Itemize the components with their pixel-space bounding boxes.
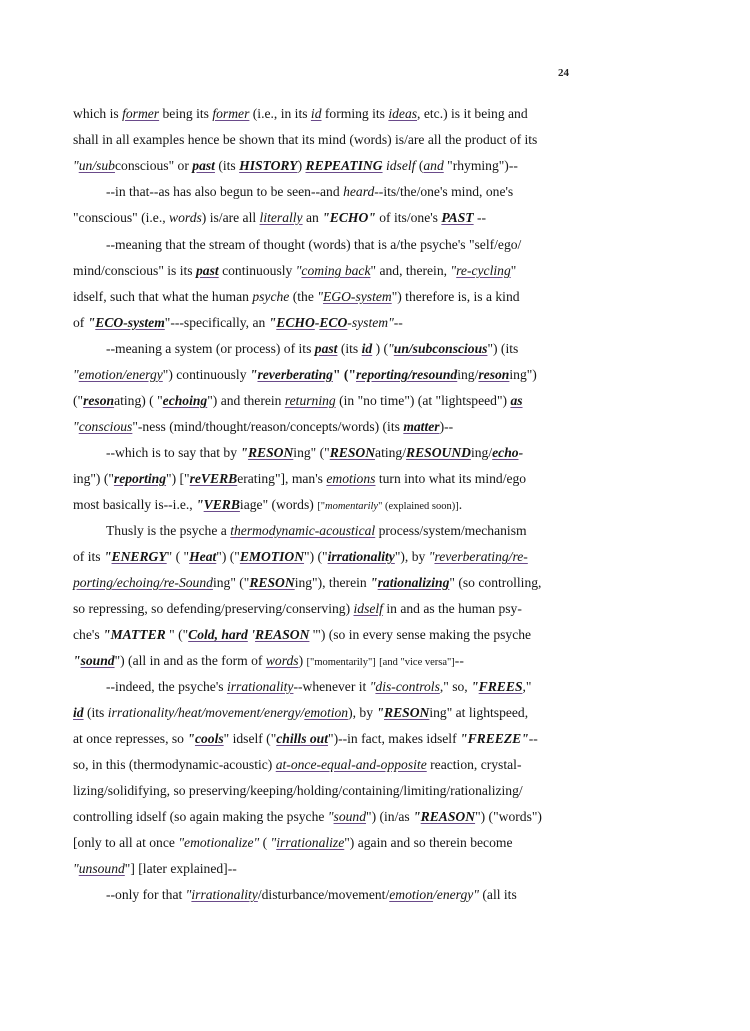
text-run: [" <box>317 501 325 512</box>
text-run: forming its <box>321 106 389 121</box>
text-run: REASON <box>255 627 310 642</box>
text-run: ," <box>522 679 532 694</box>
text-run: -- <box>454 653 464 668</box>
text-run: in and as the human psy- <box>382 601 522 616</box>
text-line <box>73 628 531 642</box>
text-run: " <box>270 835 277 850</box>
text-run: which is <box>73 106 123 121</box>
text-run: --in that--as has also begun to be seen--and <box>106 184 344 199</box>
text-run: mind/conscious" is its <box>73 263 196 278</box>
text-run: -- <box>473 210 487 225</box>
text-run: . <box>458 497 463 512</box>
text-run: matter <box>403 419 440 434</box>
text-line <box>73 472 526 486</box>
text-run: "---specifically, an <box>164 315 269 330</box>
text-run: turn into what its mind/ego <box>375 471 527 486</box>
text-line <box>73 732 538 746</box>
text-run: echo <box>492 445 519 460</box>
text-run: HISTORY <box>239 158 298 173</box>
text-run: reverberating <box>257 367 333 382</box>
text-run: ECO-system <box>95 315 165 330</box>
text-run: chills out <box>276 731 329 746</box>
text-run: un/sub <box>78 158 115 173</box>
text-run: ") again and so therein become <box>344 835 513 850</box>
text-run: of its/one's <box>375 210 442 225</box>
text-run: of its <box>73 549 104 564</box>
text-run: ideas <box>388 106 418 121</box>
text-run: so repressing, so defending/preserving/conserving) <box>73 601 354 616</box>
text-run: words <box>169 210 202 225</box>
text-run: ing" (" <box>212 575 250 590</box>
text-run: idself <box>382 158 416 173</box>
text-run: lizing/solidifying, so preserving/keeping/holding/containing/limiting/rationalizing/ <box>73 783 523 798</box>
text-run: RESON <box>384 705 430 720</box>
text-line <box>106 446 523 460</box>
text-run: -system" <box>347 315 394 330</box>
text-run: " (" <box>332 367 356 382</box>
text-run: echoing <box>162 393 208 408</box>
text-line <box>73 550 528 564</box>
text-run: /disturbance/movement/ <box>257 887 390 902</box>
text-run: )-- <box>439 419 454 434</box>
text-run: VERB <box>203 497 240 512</box>
text-run: emotion/energy <box>78 367 163 382</box>
text-run: ) <box>298 653 307 668</box>
text-run: --whenever it <box>293 679 370 694</box>
text-run: EGO-system <box>322 289 392 304</box>
text-run: " <box>428 549 435 564</box>
text-line <box>73 758 521 772</box>
text-run: --only for that <box>106 887 186 902</box>
text-run: rationalizing <box>377 575 450 590</box>
text-run: "FREEZE" <box>460 731 529 746</box>
text-line <box>73 784 523 798</box>
text-run: reson <box>478 367 510 382</box>
text-run: " <box>510 263 517 278</box>
text-run: heard <box>343 184 375 199</box>
text-line <box>73 654 464 669</box>
text-run: ") ("words") <box>475 809 542 824</box>
text-run: ) <box>297 158 306 173</box>
text-run: irrationality <box>327 549 395 564</box>
text-run: thermodynamic-acoustical <box>230 523 376 538</box>
text-run: ENERGY <box>111 549 167 564</box>
text-run: " and, therein, <box>370 263 451 278</box>
text-run: reaction, crystal- <box>426 757 522 772</box>
text-run: [only to all at once <box>73 835 179 850</box>
text-run: " <box>413 809 421 824</box>
text-run: reVERB <box>189 471 238 486</box>
text-line <box>106 524 527 538</box>
text-line <box>73 836 512 850</box>
text-run: ating) ( " <box>114 393 163 408</box>
text-run: ") (" <box>304 549 328 564</box>
text-run: conscious <box>78 419 133 434</box>
text-run: " <box>369 679 376 694</box>
text-run: sound <box>80 653 115 668</box>
text-run: returning <box>284 393 336 408</box>
text-run: "ECHO" <box>322 210 376 225</box>
text-run: controlling idself (so again making the psyche <box>73 809 328 824</box>
text-run: " (explained soon)] <box>378 501 459 512</box>
text-run: shall in all examples hence be shown that its mind (words) is/are all the product of its <box>73 132 538 147</box>
text-run: ") (" <box>216 549 240 564</box>
text-run: ") (in/as <box>366 809 414 824</box>
text-run: REPEATING <box>305 158 383 173</box>
text-run: ing/ <box>457 367 479 382</box>
text-run: " <box>370 575 378 590</box>
text-run: at once represses, so <box>73 731 188 746</box>
text-run: emotions <box>326 471 376 486</box>
text-run: former <box>122 106 160 121</box>
text-run: RESON <box>249 575 295 590</box>
text-run: --its/the/one's mind, one's <box>374 184 514 199</box>
text-run: ( <box>259 835 271 850</box>
text-run: idself, such that what the human <box>73 289 253 304</box>
text-line <box>106 342 518 356</box>
text-run: (" <box>73 393 84 408</box>
text-run: FREES <box>478 679 523 694</box>
text-run: emotion <box>389 887 434 902</box>
text-run: -- <box>393 315 403 330</box>
text-line <box>73 810 542 824</box>
text-run: che's <box>73 627 104 642</box>
text-run: of <box>73 315 88 330</box>
text-run: emotion <box>304 705 349 720</box>
text-run: REASON <box>420 809 476 824</box>
text-run: id <box>310 106 322 121</box>
text-run: " <box>249 367 258 382</box>
text-run: ECHO <box>276 315 315 330</box>
text-run: erating"], man's <box>237 471 327 486</box>
text-run: as <box>510 393 523 408</box>
text-run: --which is to say that by <box>106 445 241 460</box>
text-run: ") and therein <box>207 393 285 408</box>
text-run: " <box>73 419 79 434</box>
text-run: words <box>265 653 299 668</box>
text-run: RESON <box>329 445 376 460</box>
text-run: ), by <box>348 705 377 720</box>
text-run: reporting/resound <box>356 367 458 382</box>
text-run: irrationality <box>226 679 294 694</box>
text-run: literally <box>259 210 303 225</box>
text-run: ") [" <box>166 471 190 486</box>
text-run: idself <box>353 601 383 616</box>
text-run: '") (so in every sense making the psyche <box>309 627 532 642</box>
text-run: reverberating/re- <box>434 549 528 564</box>
text-run: "rhyming")-- <box>443 158 518 173</box>
text-run: (its <box>83 705 108 720</box>
text-line <box>73 159 518 173</box>
text-run: momentarily <box>325 501 379 512</box>
text-run: "] [later explained]-- <box>124 861 237 876</box>
text-run: , etc.) is it being and <box>417 106 528 121</box>
text-line <box>106 238 521 252</box>
text-run: conscious" or <box>114 158 193 173</box>
text-run: (the <box>289 289 318 304</box>
text-run: - <box>314 315 320 330</box>
text-run: " (" <box>165 627 189 642</box>
text-run: irrationality <box>191 887 258 902</box>
text-run: " <box>73 653 81 668</box>
text-run: " <box>295 263 302 278</box>
text-run: " <box>196 497 204 512</box>
text-run: id <box>73 705 84 720</box>
text-run: most basically is--i.e., <box>73 497 197 512</box>
text-run: " <box>388 341 394 356</box>
text-line <box>73 862 237 876</box>
text-run: " <box>73 367 79 382</box>
text-run: - <box>518 445 524 460</box>
page-number: 24 <box>558 67 569 79</box>
text-run: " <box>103 549 112 564</box>
text-run: sound <box>333 809 367 824</box>
text-run: -- <box>528 731 538 746</box>
text-run: porting/echoing/re-Sound <box>73 575 213 590</box>
text-run: ing" at lightspeed, <box>429 705 529 720</box>
text-run: psyche <box>252 289 290 304</box>
text-run: past <box>196 263 219 278</box>
text-run: ") (its <box>487 341 519 356</box>
text-line <box>106 888 517 902</box>
text-run: " <box>73 158 79 173</box>
text-run: ' <box>247 627 256 642</box>
text-line <box>73 107 528 121</box>
text-run: (its <box>337 341 362 356</box>
text-run: " <box>471 679 479 694</box>
text-run: " (so controlling, <box>449 575 542 590</box>
text-run: ( <box>415 158 424 173</box>
text-run: coming back <box>301 263 371 278</box>
text-run: " ( " <box>166 549 190 564</box>
text-run: unsound <box>78 861 125 876</box>
text-run: process/system/mechanism <box>375 523 527 538</box>
text-run: "emotionalize" <box>178 835 260 850</box>
text-run: PAST <box>441 210 474 225</box>
text-run: " <box>87 315 96 330</box>
text-run: former <box>212 106 250 121</box>
text-run: Heat <box>189 549 217 564</box>
text-run: dis-controls <box>375 679 440 694</box>
text-line <box>73 264 516 278</box>
text-run: ") therefore is, is a kind <box>391 289 520 304</box>
text-run: "MATTER <box>103 627 166 642</box>
text-run: ating/ <box>375 445 406 460</box>
text-run: reporting <box>113 471 167 486</box>
text-run: " <box>450 263 457 278</box>
text-line <box>73 368 537 382</box>
text-line <box>73 602 522 616</box>
text-run: ")--in fact, makes idself <box>328 731 461 746</box>
text-run: " <box>185 887 192 902</box>
text-run: --meaning that the stream of thought (words) that is a/the psyche's "self/ego/ <box>106 237 522 252</box>
text-run: " <box>268 315 277 330</box>
text-line <box>73 316 403 330</box>
text-line <box>106 185 513 199</box>
text-line <box>73 576 541 590</box>
text-run: (in "no time") (at "lightspeed") <box>335 393 511 408</box>
text-run: EMOTION <box>239 549 305 564</box>
text-run: past <box>192 158 215 173</box>
text-run: ["momentarily"] <box>306 657 376 668</box>
text-run: un/subconscious <box>393 341 488 356</box>
text-run: Cold, hard <box>188 627 248 642</box>
text-run: irrationalize <box>276 835 345 850</box>
text-run: being its <box>159 106 213 121</box>
text-run: " <box>73 861 79 876</box>
text-run: --indeed, the psyche's <box>106 679 227 694</box>
text-run: RESOUND <box>406 445 471 460</box>
text-run: " <box>187 731 195 746</box>
text-run: ECO <box>319 315 348 330</box>
text-run: " <box>376 705 384 720</box>
text-run: --meaning a system (or process) of its <box>106 341 315 356</box>
text-run: " <box>327 809 334 824</box>
text-run: " idself (" <box>223 731 277 746</box>
text-run: "), by <box>394 549 429 564</box>
text-run: " <box>317 289 323 304</box>
text-run: at-once-equal-and-opposite <box>275 757 427 772</box>
text-line <box>73 420 453 434</box>
text-run: ing") <box>509 367 537 382</box>
text-line <box>73 211 486 225</box>
text-line <box>73 394 523 408</box>
text-run: ") continuously <box>162 367 250 382</box>
text-run: ing/ <box>470 445 493 460</box>
text-run: ") (all in and as the form of <box>114 653 266 668</box>
text-run: [and "vice versa"] <box>379 657 455 668</box>
text-run: Thusly is the psyche a <box>106 523 231 538</box>
text-run: ," so, <box>439 679 472 694</box>
text-line <box>73 133 537 147</box>
text-run: reson <box>83 393 115 408</box>
text-run: ing") (" <box>73 471 114 486</box>
text-run: re-cycling <box>456 263 511 278</box>
text-run: /energy" <box>433 887 479 902</box>
text-run: ing"), therein <box>294 575 371 590</box>
text-run: ) ( <box>372 341 389 356</box>
text-run: ing" (" <box>293 445 330 460</box>
text-run: cools <box>194 731 224 746</box>
text-run: (i.e., in its <box>249 106 311 121</box>
text-run: " <box>240 445 248 460</box>
text-line <box>73 498 462 513</box>
text-run: iage" (words) <box>239 497 318 512</box>
text-run: (its <box>214 158 240 173</box>
text-run: RESON <box>247 445 294 460</box>
text-run: past <box>314 341 338 356</box>
text-run: ) is/are all <box>201 210 260 225</box>
text-run: "conscious" (i.e., <box>73 210 170 225</box>
text-line <box>73 290 520 304</box>
text-line <box>73 706 528 720</box>
text-run: id <box>361 341 373 356</box>
text-line <box>106 680 531 694</box>
text-run: (all its <box>478 887 517 902</box>
text-run: continuously <box>218 263 296 278</box>
text-run: so, in this (thermodynamic-acoustic) <box>73 757 276 772</box>
text-run: an <box>302 210 323 225</box>
text-run: irrationality/heat/movement/energy/ <box>107 705 305 720</box>
text-run: and <box>423 158 444 173</box>
text-run: "-ness (mind/thought/reason/concepts/words) (its <box>132 419 404 434</box>
